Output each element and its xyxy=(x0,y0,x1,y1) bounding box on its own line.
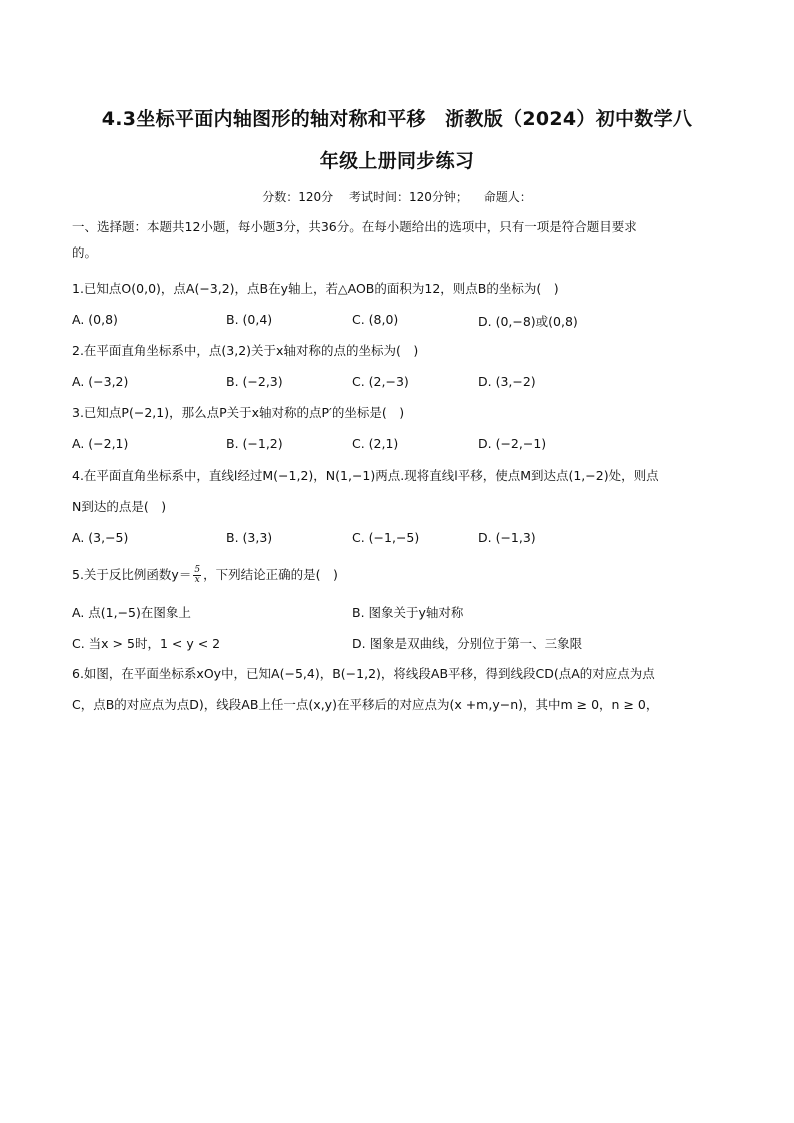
question-5-stem-part1: 5.关于反比例函数y＝ xyxy=(72,567,192,582)
page-title-line1: 4.3坐标平面内轴图形的轴对称和平移 浙教版（2024）初中数学八 xyxy=(101,108,693,130)
score-text: 分数：120分 xyxy=(262,190,334,204)
question-6-stem-line1: 6.如图，在平面坐标系xOy中，已知A(−5,4)，B(−1,2)，将线段AB平移，得到线段CD(点A的对应点为点 xyxy=(72,666,655,681)
fraction-numerator: 5 xyxy=(194,565,201,575)
question-6-stem-line2: C，点B的对应点为点D)，线段AB上任一点(x,y)在平移后的对应点为(x +m,y−n)，其中m ≥ 0，n ≥ 0， xyxy=(72,697,659,712)
option-d: D. (0,−8)或(0,8) xyxy=(478,314,578,329)
time-text: 考试时间：120分钟； xyxy=(348,190,468,204)
question-4-stem-line2: N到达的点是( ) xyxy=(72,499,167,514)
page-title-line2: 年级上册同步练习 xyxy=(319,150,475,172)
option-b: B. (3,3) xyxy=(226,530,273,545)
question-5-stem xyxy=(72,560,722,590)
question-5-stem-part2: ，下列结论正确的是( ) xyxy=(203,567,338,582)
option-b: B. (−2,3) xyxy=(226,374,283,389)
option-b: B. (−1,2) xyxy=(226,436,283,451)
section-heading xyxy=(72,214,722,266)
question-4-stem-line1: 4.在平面直角坐标系中，直线l经过M(−1,2)，N(1,−1)两点.现将直线l平移，使点M到达点(1,−2)处，则点 xyxy=(72,468,659,483)
option-b: B. (0,4) xyxy=(226,312,273,327)
option-b: B. 图象关于y轴对称 xyxy=(352,605,464,620)
option-a: A. (3,−5) xyxy=(72,530,129,545)
author-text: 命题人： xyxy=(483,190,532,204)
question-4-options xyxy=(72,530,722,554)
fraction-denominator: x xyxy=(194,575,200,585)
option-d: D. (−1,3) xyxy=(478,530,536,545)
option-a: A. (−3,2) xyxy=(72,374,129,389)
question-2-options xyxy=(72,374,722,398)
question-2-stem: 2.在平面直角坐标系中，点(3,2)关于x轴对称的点的坐标为( ) xyxy=(72,343,419,358)
option-d: D. 图象是双曲线，分别位于第一、三象限 xyxy=(352,636,583,651)
exam-meta xyxy=(0,188,794,205)
option-a: A. (−2,1) xyxy=(72,436,129,451)
question-3-options xyxy=(72,436,722,460)
option-d: D. (3,−2) xyxy=(478,374,536,389)
option-c: C. (2,−3) xyxy=(352,374,409,389)
question-3-stem: 3.已知点P(−2,1)，那么点P关于x轴对称的点P′的坐标是( ) xyxy=(72,405,405,420)
option-a: A. (0,8) xyxy=(72,312,118,327)
option-c: C. (−1,−5) xyxy=(352,530,420,545)
option-a: A. 点(1,−5)在图象上 xyxy=(72,605,191,620)
section-heading-line1: 一、选择题：本题共12小题，每小题3分，共36分。在每小题给出的选项中，只有一项是符合题目要求 xyxy=(72,219,637,234)
option-d: D. (−2,−1) xyxy=(478,436,547,451)
question-5-options-row2 xyxy=(72,634,722,658)
option-c: C. (8,0) xyxy=(352,312,399,327)
section-heading-line2: 的。 xyxy=(72,245,98,260)
question-5-options-row1 xyxy=(72,603,722,627)
option-c: C. (2,1) xyxy=(352,436,399,451)
option-c: C. 当x > 5时，1 < y < 2 xyxy=(72,636,221,651)
question-1-stem: 1.已知点O(0,0)，点A(−3,2)，点B在y轴上，若△AOB的面积为12，则点B的坐标为( ) xyxy=(72,281,559,296)
fraction-5-over-x xyxy=(193,566,201,585)
question-1-options xyxy=(72,312,722,336)
